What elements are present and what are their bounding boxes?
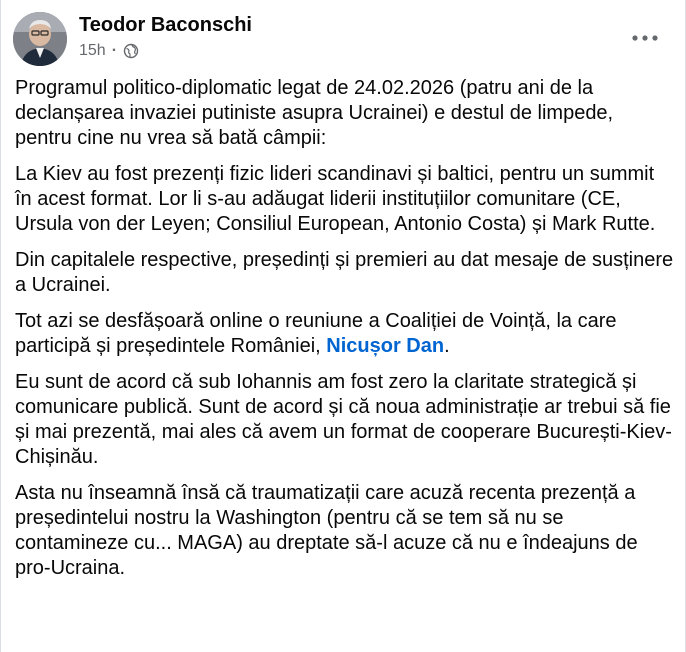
post-paragraph: La Kiev au fost prezenți fizic lideri scandinavi și baltici, pentru un summit în acest format. Lor li s-au adăugat liderii instituțiilor comunitare (CE, Ursula von der Leyen; Consiliul European, Antonio Costa) și Mark Rutte. — [15, 163, 656, 235]
post-paragraph-with-mention — [15, 309, 675, 359]
post-header — [13, 12, 673, 68]
post-body — [15, 76, 675, 592]
more-options-button[interactable] — [625, 24, 665, 52]
post-timestamp[interactable]: 15h — [79, 42, 106, 59]
globe-icon[interactable] — [123, 43, 139, 59]
author-avatar[interactable] — [13, 12, 67, 66]
post-paragraph: Eu sunt de acord că sub Iohannis am fost zero la claritate strategică și comunicare publică. Sunt de acord și că noua administrație ar trebui să fie și mai prezentă, mai ales că avem un format de cooperare București-Kiev-Chișinău. — [15, 371, 672, 468]
meta-separator: · — [111, 42, 118, 59]
avatar-photo-icon — [13, 12, 67, 66]
mention-link[interactable]: Nicușor Dan — [326, 335, 445, 357]
author-name[interactable]: Teodor Baconschi — [79, 14, 252, 36]
more-options-icon — [632, 35, 658, 41]
post-paragraph: Asta nu înseamnă însă că traumatizații care acuză recenta prezență a președintelui nostru la Washington (pentru că se tem să nu se contamineze cu... MAGA) au dreptate să-l acuze că nu e îndeajuns de pro-Ucraina. — [15, 482, 638, 579]
post-meta — [79, 42, 139, 60]
paragraph-text: . — [444, 335, 450, 357]
paragraph-text: Tot azi se desfășoară online o reuniune a Coaliției de Voință, la care participă și președintele României, — [15, 310, 617, 357]
post-paragraph: Programul politico-diplomatic legat de 24.02.2026 (patru ani de la declanșarea invaziei putiniste asupra Ucrainei) e destul de limpede, pentru cine nu vrea să bată câmpii: — [15, 77, 614, 149]
post-paragraph: Din capitalele respective, președinți și premieri au dat mesaje de susținere a Ucrainei. — [15, 249, 674, 296]
